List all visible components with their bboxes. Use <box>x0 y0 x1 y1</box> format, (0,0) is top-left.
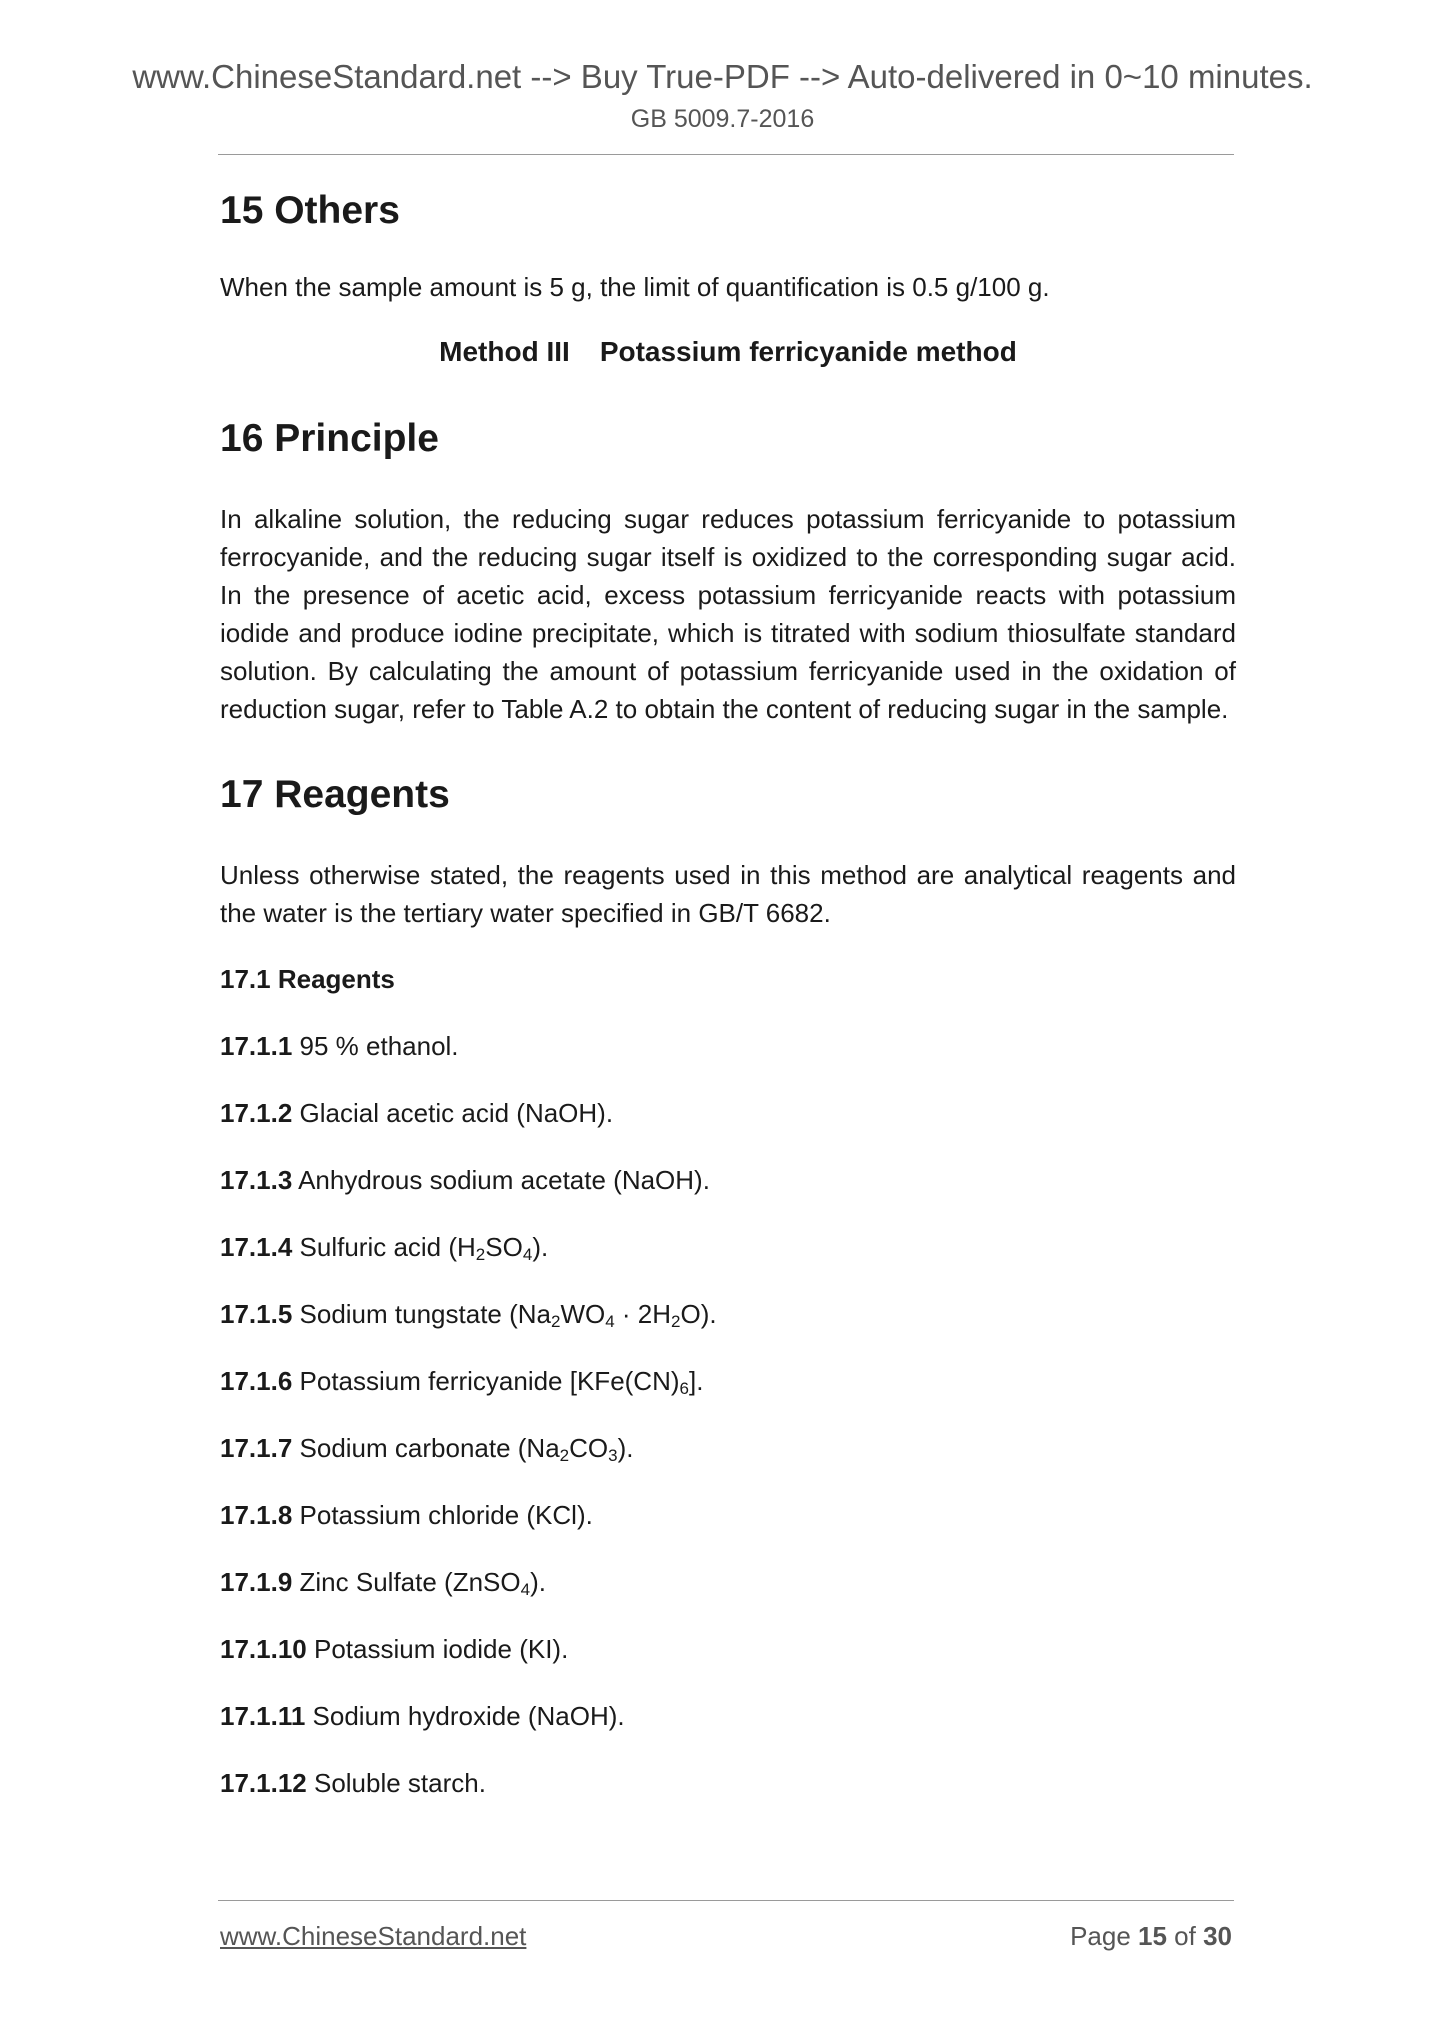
section-16-text: In alkaline solution, the reducing sugar reduces potassium ferricyanide to potassium ferrocyanide, and the reducing sugar itself is oxidized to the corresponding sugar acid. In the presence of acetic acid, excess potassium ferricyanide reacts with potassium iodide and produce iodine precipitate, which is titrated with sodium thiosulfate standard solution. By calculating the amount of potassium ferricyanide used in the oxidation of reduction sugar, refer to Table A.2 to obtain the content of reducing sugar in the sample. <box>220 504 1236 724</box>
item-text: 95 % ethanol. <box>292 1031 459 1061</box>
item-number: 17.1.7 <box>220 1433 293 1463</box>
page-total: 30 <box>1203 1921 1232 1951</box>
section-15-text: When the sample amount is 5 g, the limit of quantification is 0.5 g/100 g. <box>220 272 1050 302</box>
section-17-text: Unless otherwise stated, the reagents used in this method are analytical reagents and the water is the tertiary water specified in GB/T 6682. <box>220 860 1236 928</box>
item-text: O). <box>680 1299 717 1329</box>
method-name: Potassium ferricyanide method <box>599 336 1017 367</box>
item-number: 17.1.3 <box>220 1165 293 1195</box>
reagent-item <box>220 1161 1236 1199</box>
item-text: Sodium carbonate (Na <box>292 1433 560 1463</box>
page-number <box>1070 1918 1232 1954</box>
section-17-1-title: 17.1 Reagents <box>220 964 395 994</box>
item-text: Potassium ferricyanide [KFe(CN) <box>292 1366 680 1396</box>
item-text: ). <box>617 1433 634 1463</box>
section-16-title: 16 Principle <box>220 417 439 460</box>
header-banner: www.ChineseStandard.net --> Buy True-PDF --> Auto-delivered in 0~10 minutes. <box>132 58 1313 95</box>
subscript: 4 <box>520 1580 531 1599</box>
item-number: 17.1.10 <box>220 1634 307 1664</box>
reagent-item <box>220 1496 1236 1534</box>
footer-divider <box>218 1900 1234 1901</box>
subscript: 2 <box>475 1245 486 1264</box>
subscript: 6 <box>679 1379 689 1398</box>
page-current: 15 <box>1138 1921 1167 1951</box>
page-of: of <box>1166 1921 1204 1951</box>
item-text: Sodium hydroxide (NaOH). <box>305 1701 625 1731</box>
item-number: 17.1.1 <box>220 1031 293 1061</box>
item-number: 17.1.12 <box>220 1768 307 1798</box>
item-text: Sulfuric acid (H <box>292 1232 476 1262</box>
reagent-item <box>220 1027 1236 1065</box>
item-text: Sodium tungstate (Na <box>292 1299 551 1329</box>
item-number: 17.1.5 <box>220 1299 293 1329</box>
item-text: · 2H <box>614 1299 672 1329</box>
standard-code: GB 5009.7-2016 <box>630 105 815 133</box>
item-text: ]. <box>689 1366 704 1396</box>
section-15-title: 15 Others <box>220 189 400 232</box>
reagent-item <box>220 1563 1236 1601</box>
reagent-item <box>220 1764 1236 1802</box>
item-text: Soluble starch. <box>306 1768 486 1798</box>
subscript: 2 <box>671 1312 681 1331</box>
subscript: 4 <box>605 1312 615 1331</box>
item-text: Glacial acetic acid (NaOH). <box>292 1098 614 1128</box>
item-text: ). <box>530 1567 546 1597</box>
page-prefix: Page <box>1070 1921 1139 1951</box>
reagent-item <box>220 1228 1236 1266</box>
page-content <box>220 186 1236 1802</box>
item-text: Anhydrous sodium acetate (NaOH). <box>292 1165 710 1195</box>
reagent-item <box>220 1630 1236 1668</box>
method-label: Method III <box>439 336 570 367</box>
item-text: Zinc Sulfate (ZnSO <box>292 1567 521 1597</box>
item-text: CO <box>569 1433 609 1463</box>
reagent-item <box>220 1429 1236 1467</box>
reagent-item <box>220 1295 1236 1333</box>
item-text: Potassium chloride (KCl). <box>292 1500 593 1530</box>
subscript: 4 <box>522 1245 533 1264</box>
item-number: 17.1.9 <box>220 1567 293 1597</box>
item-number: 17.1.4 <box>220 1232 293 1262</box>
header-divider <box>218 154 1234 155</box>
item-text: Potassium iodide (KI). <box>306 1634 569 1664</box>
subscript: 3 <box>608 1446 618 1465</box>
page-footer <box>220 1918 1232 1954</box>
reagent-item <box>220 1094 1236 1132</box>
footer-site-link[interactable]: www.ChineseStandard.net <box>220 1921 527 1951</box>
subscript: 2 <box>559 1446 570 1465</box>
method-heading <box>220 332 1236 372</box>
section-17-title: 17 Reagents <box>220 773 450 816</box>
item-number: 17.1.11 <box>220 1701 306 1731</box>
item-number: 17.1.6 <box>220 1366 293 1396</box>
item-text: ). <box>532 1232 549 1262</box>
item-number: 17.1.8 <box>220 1500 293 1530</box>
item-text: WO <box>560 1299 606 1329</box>
reagent-item <box>220 1362 1236 1400</box>
reagent-item <box>220 1697 1236 1735</box>
subscript: 2 <box>551 1312 561 1331</box>
item-number: 17.1.2 <box>220 1098 293 1128</box>
item-text: SO <box>485 1232 523 1262</box>
page-header <box>0 56 1445 136</box>
